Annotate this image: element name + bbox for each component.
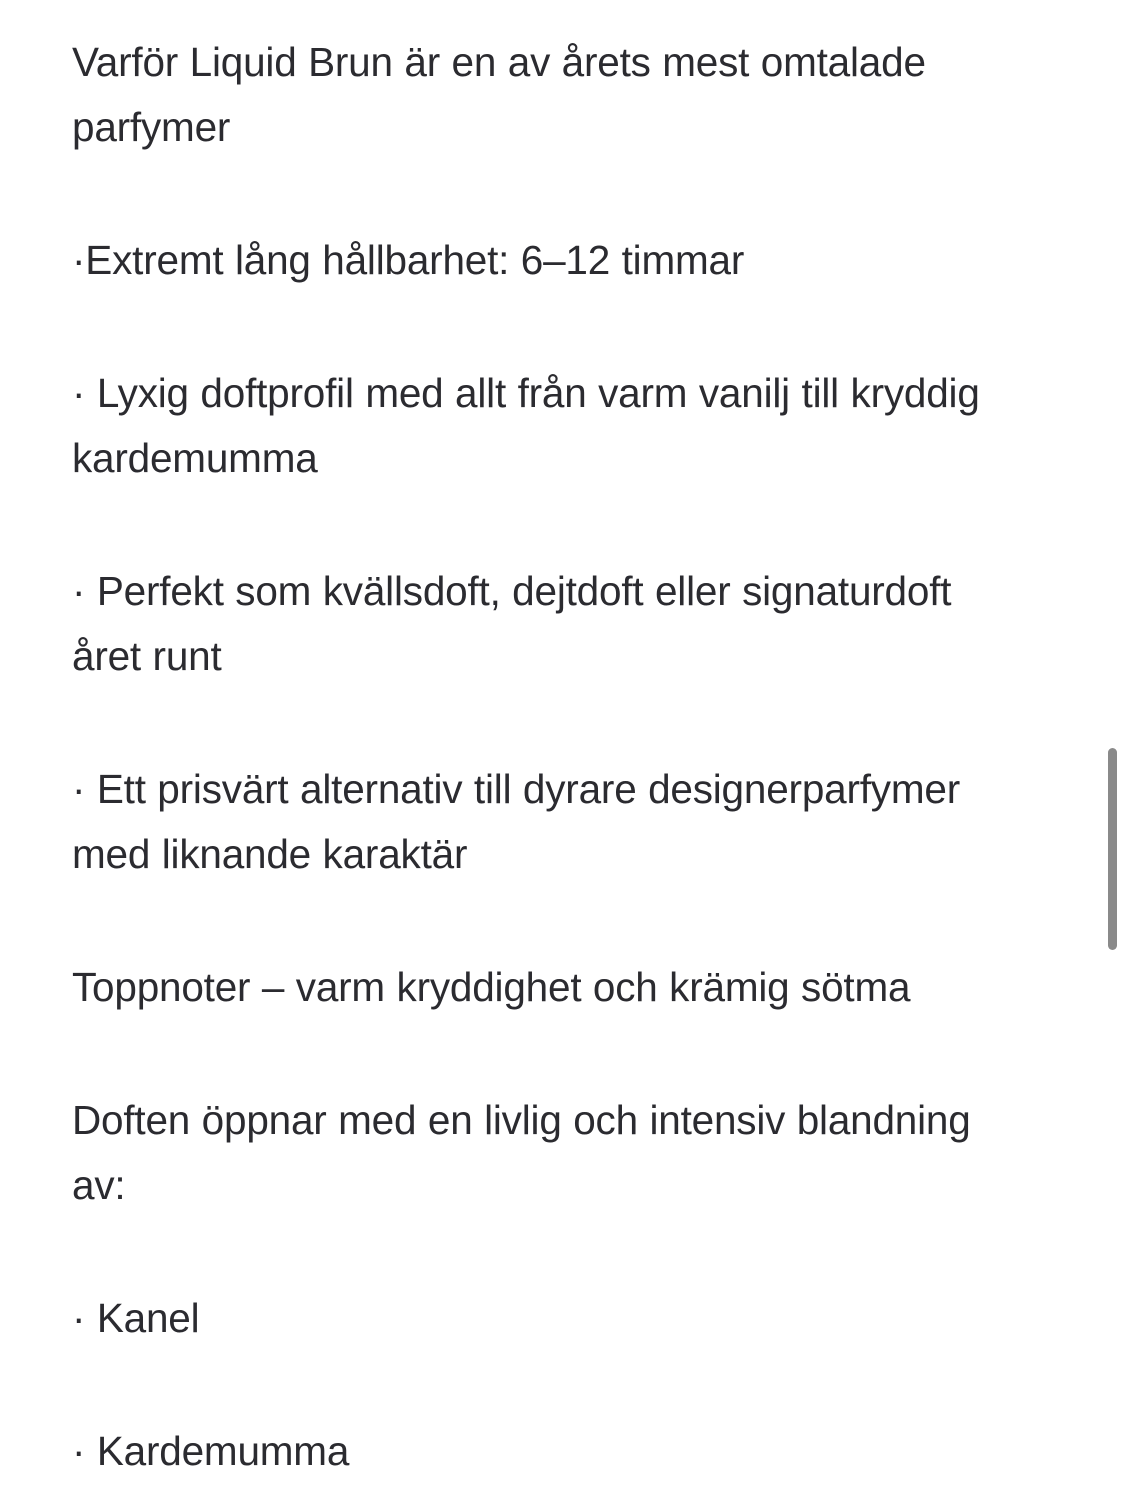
- section-heading-top-notes: Toppnoter – varm kryddighet och krämig sötma: [72, 964, 911, 1010]
- list-item: ·Extremt lång hållbarhet: 6–12 timmar: [72, 237, 745, 283]
- page-title: Varför Liquid Brun är en av årets mest omtalade parfymer: [72, 39, 926, 150]
- paragraph-opening-notes: Doften öppnar med en livlig och intensiv blandning av:: [72, 1097, 971, 1208]
- list-item: · Perfekt som kvällsdoft, dejtdoft eller signaturdoft året runt: [72, 568, 963, 679]
- list-item: · Kanel: [72, 1295, 200, 1341]
- list-item: · Lyxig doftprofil med allt från varm vanilj till kryddig kardemumma: [72, 370, 992, 481]
- list-item: · Ett prisvärt alternativ till dyrare designerparfymer med liknande karaktär: [72, 766, 972, 877]
- vertical-scrollbar[interactable]: [1099, 0, 1125, 1501]
- scrollbar-thumb[interactable]: [1108, 748, 1117, 950]
- list-item: · Kardemumma: [72, 1428, 350, 1474]
